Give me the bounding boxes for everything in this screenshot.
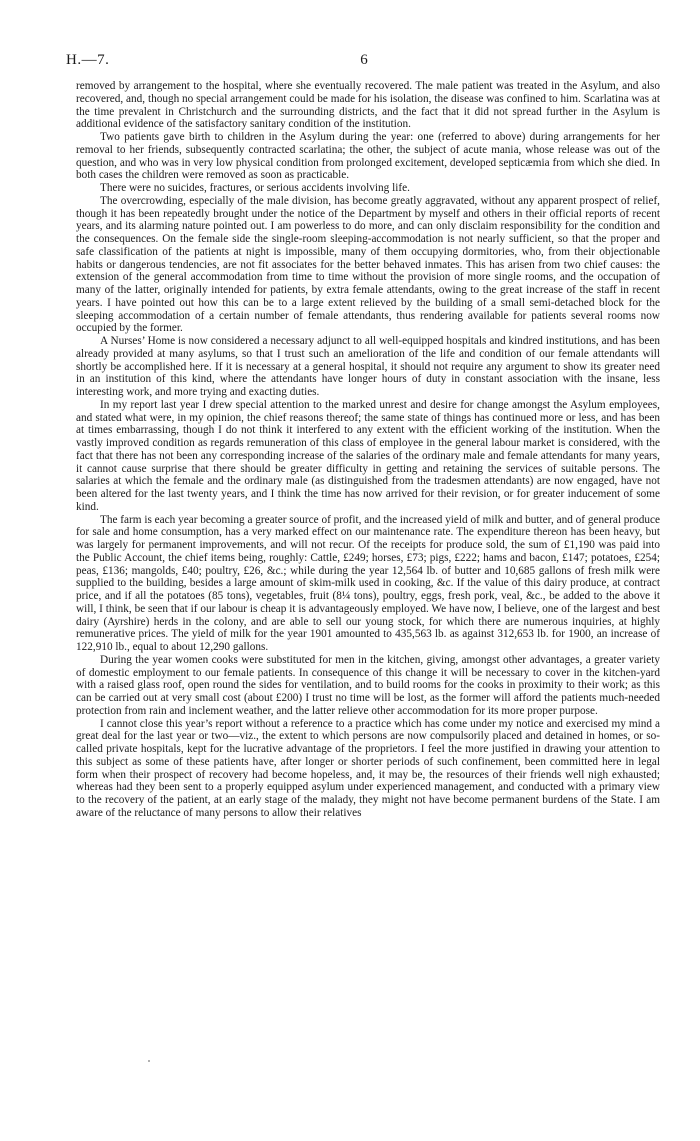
paragraph-farm: The farm is each year becoming a greater source of profit, and the increased yield of milk and butter, and of general produce for sale and home consumption, has a very marked effect on our maintenance rate. The expenditure thereon has been heavy, but was largely for permanent improvements, and will not recur. Of the receipts for produce sold, the sum of £1,190 was paid into the Public Account, the chief items being, roughly: Cattle, £249; horses, £73; pigs, £222; hams and bacon, £147; potatoes, £254; peas, £136; mangolds, £40; poultry, £26, &c.; while during the year 12,564 lb. of butter and 10,685 gallons of fresh milk were supplied to the building, besides a large amount of skim-milk used in cooking, &c. If the value of this dairy produce, at contract price, and if all the potatoes (85 tons), vegetables, fruit (8¼ tons), poultry, eggs, fresh pork, veal, &c., be added to the above it will, I think, be seen that if our labour is cheap it is advantageously employed. We have now, I believe, one of the largest and best dairy (Ayrshire) herds in the colony, and are able to sell our young stock, for which there are numerous inquiries, at highly remunerative prices. The yield of milk for the year 1901 amounted to 435,563 lb. as against 312,653 lb. for 1900, an increase of 122,910 lb., equal to about 12,290 gallons. [76, 513, 660, 653]
report-body [76, 80, 660, 820]
scan-speck [148, 1060, 150, 1062]
paragraph-private-homes: I cannot close this year’s report without a reference to a practice which has come under my notice and exercised my mind a great deal for the last year or two—viz., the extent to which persons are now compulsorily placed and detained in homes, or so-called private hospitals, kept for the lucrative advantage of the proprietors. I feel the more justified in drawing your attention to this subject as some of these patients have, after longer or shorter periods of such confinement, been committed here in legal form when their prospect of recovery had become hopeless, and, it may be, the resources of their friends well nigh exhausted; whereas had they been sent to a properly equipped asylum under experienced management, and conducted with a primary view to the recovery of the patient, at an early stage of the malady, they might not have become permanent burdens of the State. I am aware of the reluctance of many persons to allow their relatives [76, 717, 660, 819]
paragraph-births: Two patients gave birth to children in the Asylum during the year: one (referred to above) during arrangements for her removal to her friends, subsequently contracted scarlatina; the other, the subject of acute mania, whose release was out of the question, and who was in very low physical condition from prolonged excitement, developed septicæmia from which she died. In both cases the children were removed as soon as practicable. [76, 131, 660, 182]
paragraph-overcrowding: The overcrowding, especially of the male division, has become greatly aggravated, without any apparent prospect of relief, though it has been repeatedly brought under the notice of the Department by myself and others in their official reports of recent years, and its alarming nature pointed out. I am powerless to do more, and can only disclaim responsibility for the condition and the consequences. On the female side the single-room sleeping-accommodation is not nearly sufficient, so that the proper and safe classification of the patients at night is impossible, many of them occupying dormitories, who, from their objectionable habits or dangerous tendencies, are not fit associates for the better behaved inmates. This has arisen from two chief causes: the extension of the general accommodation from time to time without the provision of more single rooms, and the occupation of many of the latter, originally intended for patients, by extra female attendants, owing to the great increase of the staff in recent years. I have pointed out how this can be to a large extent relieved by the building of a small semi-detached block for the sleeping accommodation of a certain number of female attendants, thus rendering available for patients several rooms now occupied by the former. [76, 194, 660, 335]
page-number: 6 [360, 52, 368, 68]
paragraph-kitchen: During the year women cooks were substituted for men in the kitchen, giving, amongst other advantages, a greater variety of domestic employment to our female patients. In consequence of this change it will be necessary to cover in the kitchen-yard with a raised glass roof, open round the sides for ventilation, and to build rooms for the cooks in proximity to their work; as this can be carried out at very small cost (about £200) I trust no time will be lost, as the former will afford the patients much-needed protection from rain and inclement weather, and the latter relieve other accommodation for its more proper purpose. [76, 653, 660, 717]
page-header [66, 52, 662, 72]
paragraph-employees: In my report last year I drew special attention to the marked unrest and desire for change amongst the Asylum employees, and stated what were, in my opinion, the chief reasons thereof; the same state of things has continued more or less, and has been at times embarrassing, though I do not think it interfered to any extent with the efficient working of the institution. When the vastly improved condition as regards remuneration of this class of employee in the general labour market is considered, with the fact that there has not been any corresponding increase of the salaries of the ordinary male and female attendants for many years, it cannot cause surprise that there should be greater difficulty in getting and retaining the services of suitable persons. The salaries at which the female and the ordinary male (as distinguished from the tradesmen attendants) are now engaged, have not been altered for the last twenty years, and I think the time has now arrived for their revision, or for greater inducement of some kind. [76, 398, 660, 513]
paragraph-accidents: There were no suicides, fractures, or serious accidents involving life. [100, 182, 410, 194]
paragraph-continuation: removed by arrangement to the hospital, where she eventually recovered. The male patient was treated in the Asylum, and also recovered, and, though no special arrangement could be made for his isolation, the disease was confined to him. Scarlatina was at the time prevalent in Christchurch and the surrounding districts, and the fact that it did not spread further in the Asylum is additional evidence of the satisfactory sanitary condition of the institution. [76, 80, 660, 131]
paragraph-nurses-home: A Nurses’ Home is now considered a necessary adjunct to all well-equipped hospitals and kindred institutions, and has been already provided at many asylums, so that I trust such an amelioration of the life and condition of our female attendants will shortly be accomplished here. If it is necessary at a general hospital, it should not require any argument to show its greater need in an institution of this kind, where the attendants have longer hours of duty in constant association with the insane, less interesting work, and more trying and exacting duties. [76, 335, 660, 398]
document-reference: H.—7. [66, 52, 110, 68]
